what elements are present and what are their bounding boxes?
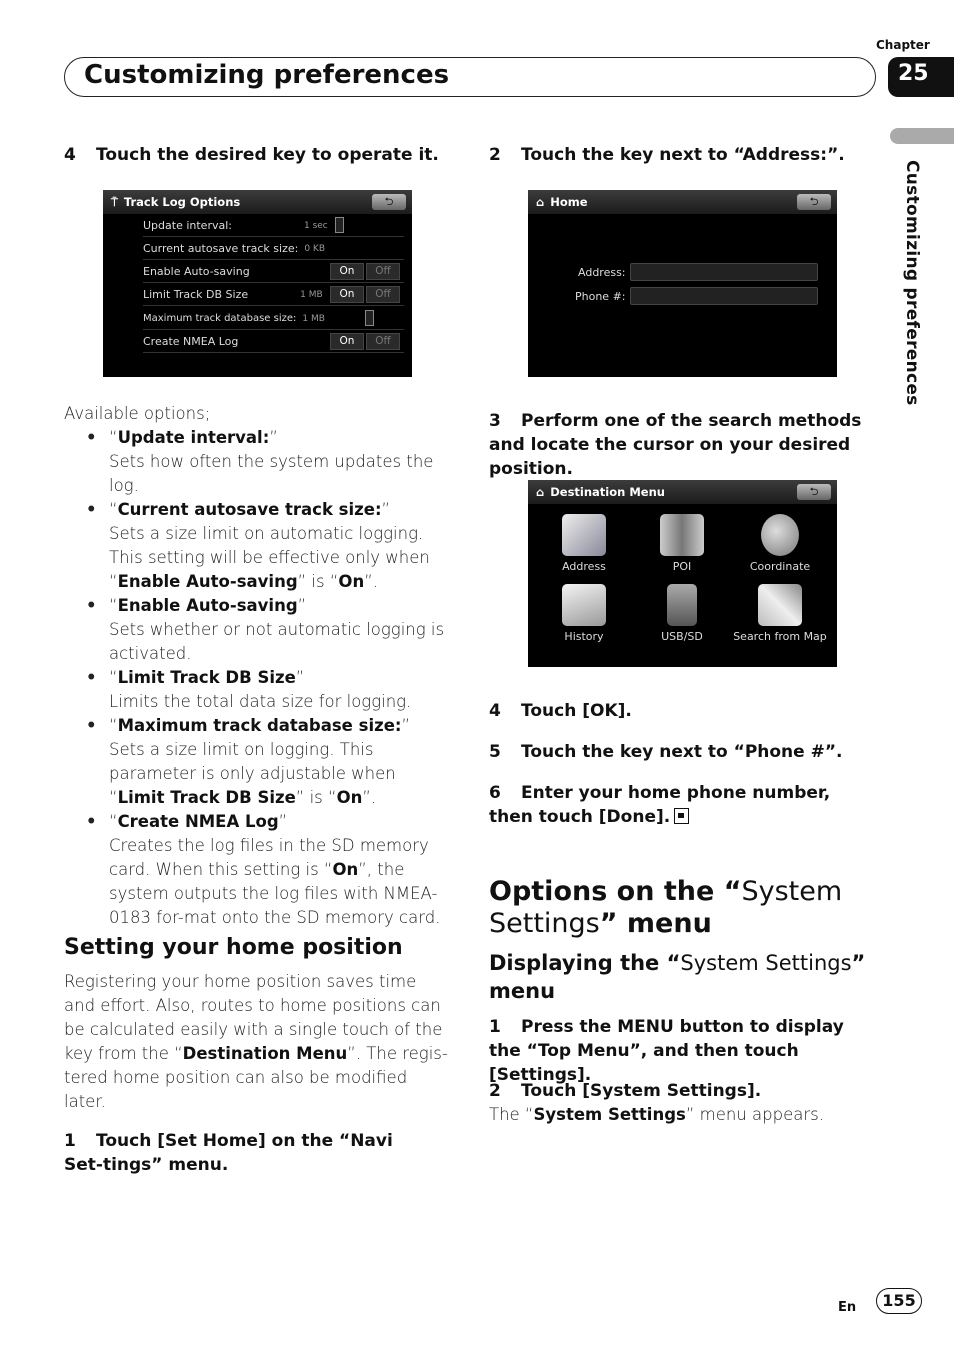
on-button[interactable]: On [330,286,364,303]
phone-field[interactable] [630,287,818,305]
home-icon: ⌂ [536,485,545,499]
page-number: 155 [876,1288,922,1314]
back-button[interactable]: ⮌ [797,484,831,500]
displaying-system-settings-heading: Displaying the “System Settings” menu [489,951,866,1003]
home-icon: ⌂ [536,195,545,209]
left-step-1: 1 Touch [Set Home] on the “Navi Set-tings” menu. [64,1131,393,1175]
off-button[interactable]: Off [366,333,400,350]
list-item: • “Maximum track database size:” Sets a size limit on logging. This parameter is only adjustable when “Limit Track DB Size” is “On”. [64,714,448,810]
off-button[interactable]: Off [366,263,400,280]
globe-icon [761,514,799,556]
phone-label: Phone #: [575,290,626,303]
available-options-label: Available options; [64,404,211,423]
map-icon [758,584,802,626]
slider-handle[interactable] [335,217,344,233]
settings-step-2-result: The “System Settings” menu appears. [489,1105,824,1124]
end-mark-icon [674,808,689,824]
side-tab-marker [890,128,954,144]
history-menu-item[interactable]: History [534,584,634,643]
list-item: • “Update interval:” Sets how often the system updates the log. [64,426,448,498]
address-menu-item[interactable]: Address [534,514,634,573]
track-log-icon: ⍑ [111,194,118,209]
usb-sd-menu-item[interactable]: USB/SD [632,584,732,643]
row-max-track-db[interactable]: Maximum track database size: 1 MB [143,308,404,330]
address-book-icon [562,514,606,556]
destination-menu-screen [528,480,837,667]
address-field[interactable] [630,263,818,281]
language-label: En [838,1300,857,1315]
screen-header: ⍑ Track Log Options [103,190,412,214]
chapter-label: Chapter [876,38,930,52]
sd-card-icon [667,584,697,626]
home-screen [528,190,837,377]
settings-step-1: 1 Press the MENU button to display the “Top Menu”, and then touch [Settings]. [489,1017,844,1085]
slider-handle[interactable] [365,310,374,326]
home-position-paragraph: Registering your home position saves time and effort. Also, routes to home positions can be calculated easily with a single touch of the key from the “Destination Menu”. The regis-tered home position can also be modified later. [64,972,448,1111]
row-create-nmea: Create NMEA Log On Off [143,331,404,353]
row-update-interval[interactable]: Update interval: 1 sec [143,215,404,237]
chapter-number: 25 [888,57,954,97]
back-button[interactable]: ⮌ [797,194,831,210]
right-step-5: 5 Touch the key next to “Phone #”. [489,742,843,762]
screen-header: ⌂ Home [528,190,837,214]
page-title: Customizing preferences [84,60,450,90]
poi-menu-item[interactable]: POI [632,514,732,573]
right-step-6: 6 Enter your home phone number, then touch [Done]. [489,783,831,827]
search-from-map-menu-item[interactable]: Search from Map [730,584,830,643]
coordinate-menu-item[interactable]: Coordinate [730,514,830,573]
list-item: • “Limit Track DB Size” Limits the total data size for logging. [64,666,448,714]
off-button[interactable]: Off [366,286,400,303]
right-step-2: 2 Touch the key next to “Address:”. [489,145,845,165]
settings-step-2: 2 Touch [System Settings]. [489,1081,762,1101]
track-log-options-screen [103,190,412,377]
back-button[interactable]: ⮌ [372,194,406,210]
address-label: Address: [578,266,626,279]
row-current-autosave: Current autosave track size: 0 KB [143,238,404,260]
right-step-3: 3 Perform one of the search methods and locate the cursor on your desired position. [489,411,862,479]
left-step-4: 4 Touch the desired key to operate it. [64,145,439,165]
options-list [64,426,448,930]
list-item: • “Current autosave track size:” Sets a size limit on automatic logging. This setting will be effective only when “Enable Auto-saving” is “On”. [64,498,448,594]
options-system-settings-heading: Options on the “System Settings” menu [489,876,843,939]
right-step-4: 4 Touch [OK]. [489,701,632,721]
clock-document-icon [562,584,606,626]
list-item: • “Create NMEA Log” Creates the log files in the SD memory card. When this setting is “On”, the system outputs the log files with NMEA-0183 for-mat onto the SD memory card. [64,810,448,930]
on-button[interactable]: On [330,333,364,350]
list-item: • “Enable Auto-saving” Sets whether or not automatic logging is activated. [64,594,448,666]
buildings-icon [660,514,704,556]
side-tab-label: Customizing preferences [902,160,922,406]
home-position-heading: Setting your home position [64,935,403,960]
row-enable-autosaving: Enable Auto-saving On Off [143,261,404,283]
on-button[interactable]: On [330,263,364,280]
row-limit-track-db: Limit Track DB Size 1 MB On Off [143,284,404,306]
screen-header: ⌂ Destination Menu [528,480,837,504]
